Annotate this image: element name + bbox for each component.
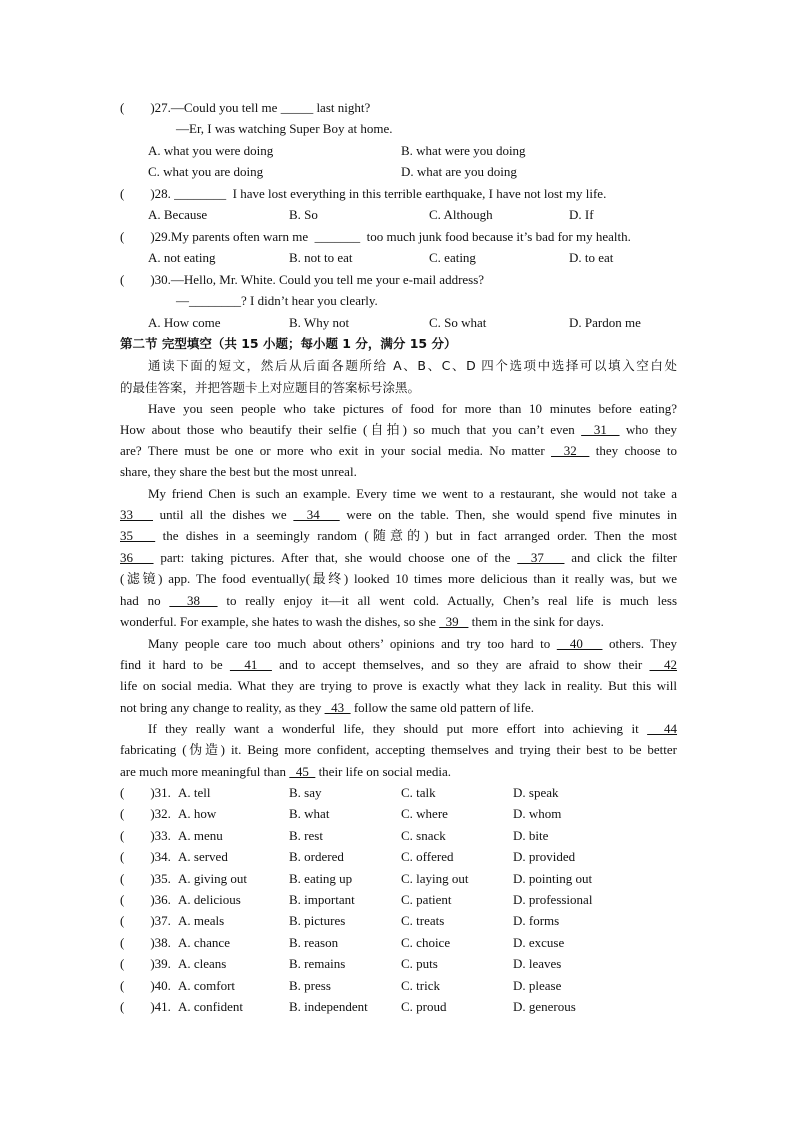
passage-line [120, 422, 677, 438]
blank-36: 36 [120, 550, 154, 565]
text-run: wonderful. For example, she hates to wash the dishes, so she [120, 614, 436, 629]
option-a: A. how [178, 806, 217, 822]
blank-34: 34 [293, 507, 340, 522]
text-run: are? There must be one or more who exit in your social media. No matter [120, 443, 545, 458]
option-d: D. forms [513, 913, 560, 929]
option-a: A. Because [148, 207, 208, 222]
option-c: C. eating [429, 250, 476, 265]
passage-line [120, 443, 677, 459]
option-d: D. generous [513, 999, 576, 1014]
answer-paren: ( )29. [120, 229, 171, 244]
question-30 [120, 272, 484, 288]
option-a: A. delicious [178, 892, 241, 907]
text-run: the dishes in a seemingly random (随意的) but in fact arranged order. Then the most [162, 528, 678, 543]
passage-line: share, they share the best but the most unreal. [120, 464, 357, 479]
question-number: ( )34. [120, 849, 171, 865]
option-b: B. press [289, 977, 331, 993]
question-number: ( )38. [120, 934, 171, 950]
blank-43: 43 [324, 700, 351, 715]
question-number: ( )35. [120, 870, 171, 886]
text-run: they choose to [595, 443, 677, 458]
instruction-line-1: 通读下面的短文，然后从后面各题所给 A、B、C、D 四个选项中选择可以填入空白处 [148, 358, 677, 373]
passage-line: fabricating (伪造) it. Being more confident, accepting themselves and trying their best to be better [120, 742, 677, 757]
option-c: C. treats [401, 913, 445, 929]
option-b: B. important [289, 892, 355, 907]
blank-40: 40 [556, 636, 603, 651]
question-30-reply: —________? I didn’t hear you clearly. [176, 293, 378, 308]
option-c: C. Although [429, 207, 493, 222]
option-b: B. independent [289, 999, 368, 1014]
passage-line: life on social media. What they are trying to prove is exactly what they lack in reality. But this will [120, 678, 677, 693]
passage-line [120, 528, 677, 544]
passage-line [120, 614, 604, 630]
text-run: part: taking pictures. After that, she would choose one of the [160, 550, 511, 565]
blank-39: 39 [439, 614, 469, 629]
option-a: A. cleans [178, 956, 227, 972]
section-heading: 第二节 完型填空（共 15 小题；每小题 1 分，满分 15 分） [120, 336, 457, 351]
option-d: D. speak [513, 785, 559, 800]
question-stem: —Hello, Mr. White. Could you tell me your e-mail address? [170, 272, 485, 287]
option-d: D. pointing out [513, 870, 593, 886]
passage-line [120, 593, 677, 609]
option-c: C. proud [401, 999, 447, 1014]
text-run: Many people care too much about others’ opinions and try too hard to [148, 636, 551, 651]
text-run: and click the filter [571, 550, 678, 565]
text-run: and to accept themselves, and so they are afraid to show their [279, 657, 643, 672]
option-b: B. rest [289, 827, 323, 843]
option-c: C. laying out [401, 870, 469, 886]
option-b: B. So [289, 207, 318, 222]
option-a: A. meals [178, 913, 225, 929]
text-run: How about those who beautify their selfie (自拍) so much that you can’t even [120, 422, 575, 437]
question-number: ( )37. [120, 913, 171, 929]
option-c: C. choice [401, 934, 451, 950]
question-28 [120, 186, 606, 202]
blank-32: 32 [551, 443, 590, 458]
passage-line: (滤镜) app. The food eventually(最终) looked 10 times more delicious than it really was, but we [120, 571, 677, 586]
option-d: D. whom [513, 806, 562, 822]
question-27 [120, 100, 370, 116]
blank-42: 42 [649, 657, 678, 672]
option-b: B. ordered [289, 849, 344, 865]
option-d: D. bite [513, 827, 549, 843]
option-a: A. confident [178, 999, 243, 1014]
option-c: C. what you are doing [148, 164, 264, 179]
passage-line [120, 550, 677, 566]
option-c: C. offered [401, 849, 454, 865]
option-b: B. pictures [289, 913, 346, 929]
passage-line [120, 657, 677, 673]
question-29 [120, 229, 631, 245]
text-run: their life on social media. [318, 764, 452, 779]
text-run: had no [120, 593, 161, 608]
option-d: D. to eat [569, 250, 614, 265]
option-b: B. eating up [289, 870, 353, 886]
passage-line [148, 721, 677, 737]
question-number: ( )33. [120, 827, 171, 843]
option-b: B. not to eat [289, 250, 353, 265]
answer-paren: ( )27. [120, 100, 171, 115]
option-a: A. served [178, 849, 228, 865]
option-c: C. patient [401, 892, 452, 907]
option-d: D. please [513, 977, 562, 993]
option-a: A. menu [178, 827, 223, 843]
text-run: them in the sink for days. [471, 614, 604, 629]
answer-paren: ( )30. [120, 272, 171, 287]
option-d: D. professional [513, 892, 593, 907]
option-a: A. How come [148, 315, 221, 330]
question-stem: ________ I have lost everything in this terrible earthquake, I have not lost my life. [170, 186, 607, 201]
question-number: ( )39. [120, 956, 171, 972]
passage-line [120, 507, 677, 523]
option-b: B. what [289, 806, 330, 822]
passage-line: Have you seen people who take pictures of food for more than 10 minutes before eating? [148, 401, 677, 416]
question-number: ( )40. [120, 977, 171, 993]
question-number: ( )41. [120, 999, 171, 1014]
blank-35: 35 [120, 528, 156, 543]
text-run: to really enjoy it—it all went cold. Actually, Chen’s real life is much less [226, 593, 678, 608]
option-c: C. where [401, 806, 448, 822]
question-stem: My parents often warn me _______ too much junk food because it’s bad for my health. [170, 229, 631, 244]
option-a: A. tell [178, 785, 211, 800]
text-run: not bring any change to reality, as they [120, 700, 322, 715]
option-d: D. If [569, 207, 594, 222]
text-run: follow the same old pattern of life. [353, 700, 534, 715]
option-a: A. giving out [178, 870, 247, 886]
option-a: A. chance [178, 934, 230, 950]
option-d: D. excuse [513, 934, 565, 950]
question-stem: —Could you tell me _____ last night? [170, 100, 371, 115]
option-a: A. comfort [178, 977, 236, 993]
question-27-reply: —Er, I was watching Super Boy at home. [176, 121, 393, 136]
instruction-line-2: 的最佳答案，并把答题卡上对应题目的答案标号涂黑。 [120, 380, 421, 395]
option-d: D. Pardon me [569, 315, 641, 330]
text-run: were on the table. Then, she would spend five minutes in [346, 507, 678, 522]
question-number: ( )32. [120, 806, 171, 822]
blank-31: 31 [581, 422, 620, 437]
passage-line [148, 636, 677, 652]
option-c: C. puts [401, 956, 438, 972]
option-a: A. what you were doing [148, 143, 274, 158]
option-b: B. remains [289, 956, 346, 972]
option-b: B. Why not [289, 315, 350, 330]
text-run: until all the dishes we [159, 507, 287, 522]
passage-line [120, 700, 534, 716]
option-c: C. trick [401, 977, 440, 993]
text-run: who they [625, 422, 678, 437]
option-d: D. what are you doing [401, 164, 517, 179]
text-run: are much more meaningful than [120, 764, 287, 779]
question-number: ( )36. [120, 892, 171, 907]
blank-44: 44 [647, 721, 678, 736]
blank-33: 33 [120, 507, 153, 522]
text-run: If they really want a wonderful life, they should put more effort into achieving it [148, 721, 639, 736]
option-b: B. say [289, 785, 322, 800]
option-d: D. leaves [513, 956, 562, 972]
option-b: B. what were you doing [401, 143, 526, 158]
option-c: C. So what [429, 315, 487, 330]
passage-line [120, 764, 451, 780]
question-number: ( )31. [120, 785, 171, 800]
blank-38: 38 [169, 593, 218, 608]
passage-line: My friend Chen is such an example. Every time we went to a restaurant, she would not take a [148, 486, 677, 501]
text-run: find it hard to be [120, 657, 223, 672]
option-d: D. provided [513, 849, 576, 865]
option-b: B. reason [289, 934, 339, 950]
answer-paren: ( )28. [120, 186, 171, 201]
option-c: C. talk [401, 785, 436, 800]
option-c: C. snack [401, 827, 446, 843]
option-a: A. not eating [148, 250, 216, 265]
blank-41: 41 [229, 657, 272, 672]
text-run: others. They [608, 636, 678, 651]
blank-45: 45 [289, 764, 316, 779]
blank-37: 37 [517, 550, 565, 565]
